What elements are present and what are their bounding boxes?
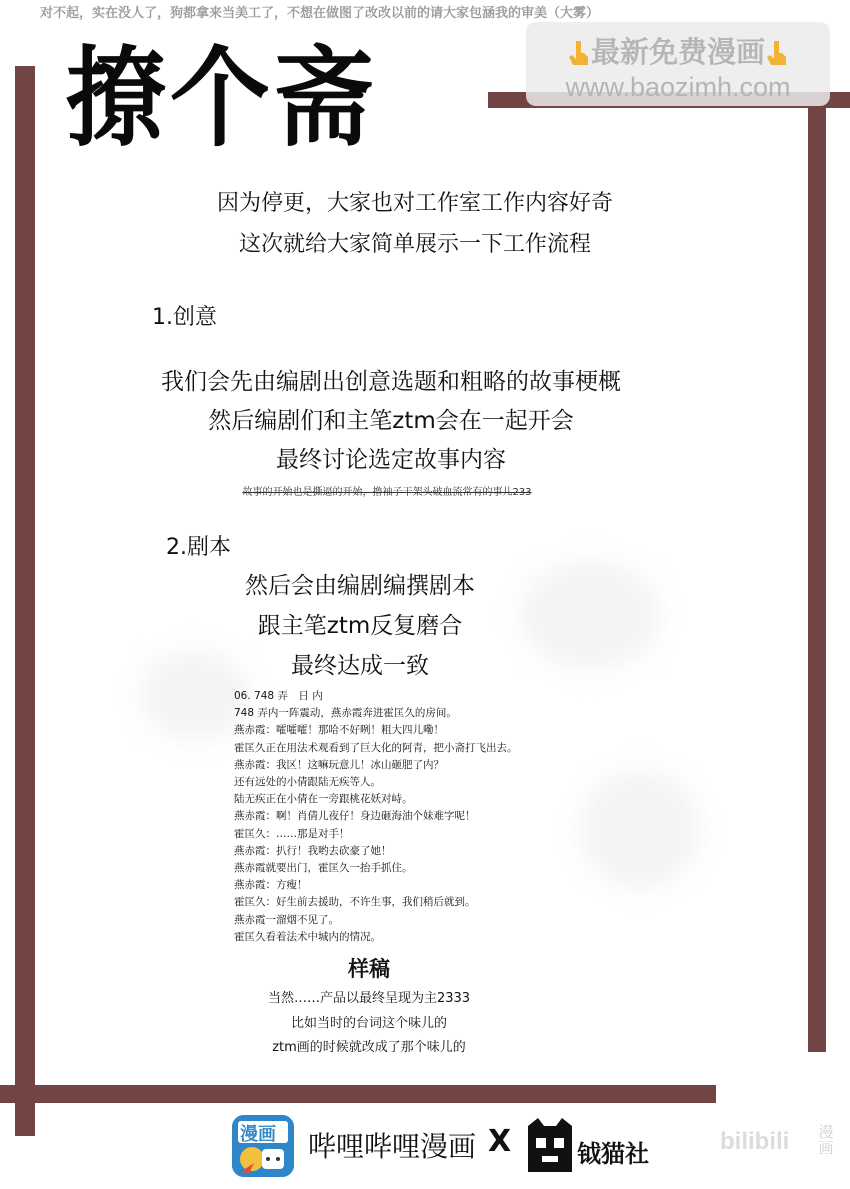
pointing-hand-icon [567, 39, 591, 69]
script-line: 燕赤霞：方瘦！ [234, 879, 308, 892]
strikethrough-note: 故事的开始也是撕逼的开始，撸袖子干架头破血流常有的事儿233 [242, 487, 532, 498]
section-1-line: 最终讨论选定故事内容 [276, 447, 506, 473]
section-2-line: 然后会由编剧编撰剧本 [245, 573, 475, 599]
bilibili-corner-mark-sub: 漫画 [818, 1123, 834, 1157]
script-line: 燕赤霞一溜烟不见了。 [234, 913, 339, 926]
script-line: 霍匡久：好生前去援助，不许生事，我们稍后就到。 [234, 896, 476, 909]
frame-bottom-bar [0, 1085, 716, 1103]
script-line: 燕赤霞就要出门，霍匡久一抬手抓住。 [234, 862, 413, 875]
collab-separator: X [488, 1124, 512, 1159]
script-line: 748 弄内一阵震动，燕赤霞奔进霍匡久的房间。 [234, 707, 457, 720]
paper-smudge [580, 770, 700, 890]
script-line: 霍匡久正在用法术观看到了巨大化的阿青，把小斋打飞出去。 [234, 741, 518, 754]
section-1-line: 我们会先由编剧出创意选题和粗略的故事梗概 [161, 369, 621, 395]
section-2-heading: 2.剧本 [166, 535, 231, 560]
apology-note: 对不起，实在没人了，狗都拿来当美工了，不想在做图了改改以前的请大家包涵我的审美（大雾） [40, 6, 600, 21]
brand-name: 哔哩哔哩漫画 [308, 1130, 477, 1163]
sample-line: 比如当时的台词这个味儿的 [290, 1016, 447, 1031]
section-1-line: 然后编剧们和主笔ztm会在一起开会 [208, 408, 574, 434]
studio-logo-title: 撩个斋 [66, 34, 378, 162]
script-line: 燕赤霞：我区！这嘛玩意儿！冰山砸肥了内？ [234, 758, 444, 771]
site-watermark[interactable] [526, 22, 830, 106]
bilibili-corner-mark: bilibili [720, 1128, 790, 1155]
sample-title: 样稿 [348, 957, 390, 981]
pointing-hand-icon [765, 39, 789, 69]
section-2-line: 最终达成一致 [291, 653, 429, 679]
section-2-line: 跟主笔ztm反复磨合 [257, 613, 463, 639]
bilibili-comics-app-logo [232, 1115, 294, 1177]
cat-studio-logo-icon [524, 1116, 576, 1174]
script-line: 燕赤霞：扒行！我哟去砍豪了她！ [234, 844, 392, 857]
watermark-url[interactable]: www.baozimh.com [565, 72, 791, 102]
script-line: 燕赤霞：啊！肖倩儿夜仔！身边砸海油个妹难字呢！ [234, 810, 476, 823]
sample-line: 当然……产品以最终呈现为主2333 [267, 991, 471, 1006]
script-excerpt [234, 688, 518, 946]
script-line: 06. 748 弄 日 内 [234, 690, 323, 702]
watermark-title-row [536, 30, 820, 71]
script-line: 霍匡久：……那是对手！ [234, 827, 350, 840]
script-line: 霍匡久看着法术中城内的情况。 [234, 930, 381, 943]
section-1-heading: 1.创意 [152, 305, 217, 330]
script-line: 陆无疾正在小倩在一旁跟桃花妖对峙。 [234, 793, 413, 806]
intro-line-2: 这次就给大家简单展示一下工作流程 [238, 232, 591, 257]
partner-name: 钺猫社 [577, 1140, 649, 1168]
sample-line: ztm画的时候就改成了那个味儿的 [272, 1040, 466, 1055]
script-line: 燕赤霞：嚯嚯嚯！那哈不好咧！粗大四儿嘞！ [234, 724, 444, 737]
intro-line-1: 因为停更，大家也对工作室工作内容好奇 [216, 191, 613, 216]
watermark-title: 最新免费漫画 [590, 35, 765, 69]
app-logo-text: 漫画 [240, 1124, 276, 1145]
script-line: 还有远处的小倩跟陆无疾等人。 [234, 776, 381, 789]
